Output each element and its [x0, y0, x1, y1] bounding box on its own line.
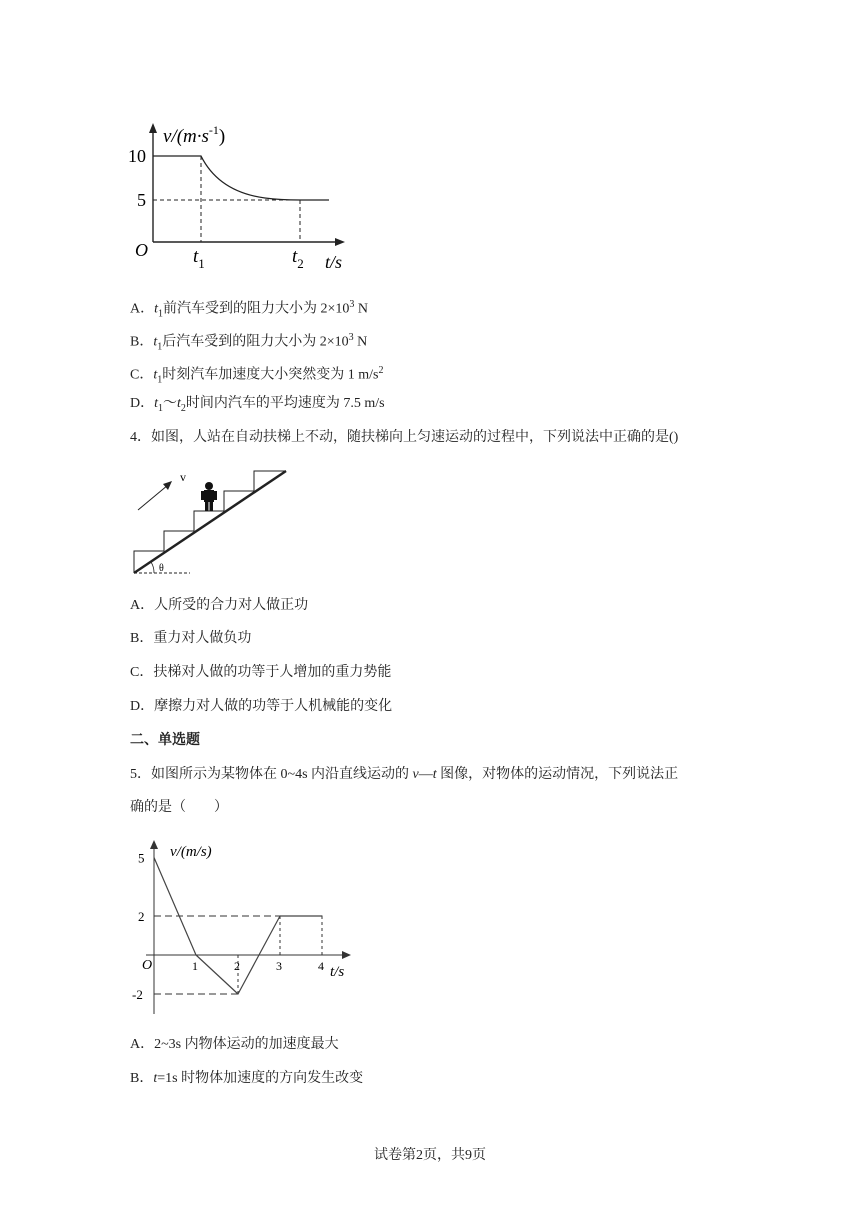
option-letter: A．	[130, 301, 155, 317]
series-segment	[196, 955, 238, 994]
stem-text: 5．如图所示为某物体在 0~4s 内沿直线运动的	[130, 767, 413, 782]
option-text: 前汽车受到的阻力大小为 2×10	[163, 301, 350, 317]
y-axis-arrow	[150, 840, 158, 849]
q3-option-d	[130, 395, 385, 418]
x-axis-label: t/s	[330, 964, 345, 980]
y-axis-label: v/(m/s)	[170, 844, 212, 860]
person-icon	[201, 482, 217, 511]
q5-option-b	[130, 1070, 363, 1088]
vt-graph-car	[125, 120, 355, 280]
sub: 1	[157, 341, 163, 353]
data-point	[321, 915, 322, 916]
y-tick-label: -2	[132, 987, 143, 1002]
option-letter: B．	[130, 334, 154, 350]
x-axis-arrow	[342, 951, 351, 959]
var-t: t	[153, 334, 158, 350]
var-t: t	[153, 367, 158, 383]
separator: ～	[163, 396, 178, 411]
sup: 3	[348, 332, 354, 343]
data-point	[195, 954, 196, 955]
q3-option-c	[130, 362, 383, 389]
option-text: 后汽车受到的阻力大小为 2×10	[162, 334, 349, 350]
q5-stem-line2: 确的是（ ）	[130, 800, 228, 815]
vt-graph-object	[130, 836, 360, 1021]
q3-option-b	[130, 329, 367, 356]
q5-stem-line1	[130, 766, 678, 784]
q5-option-a: A．2~3s 内物体运动的加速度最大	[130, 1037, 339, 1052]
unit: N	[354, 301, 369, 317]
option-text: 时刻汽车加速度大小突然变为 1 m/s	[162, 367, 379, 383]
var-t: t	[153, 1071, 158, 1086]
q4-option-a: A．人所受的合力对人做正功	[130, 598, 309, 613]
velocity-arrow	[138, 485, 168, 510]
y-axis-arrow	[149, 123, 157, 133]
velocity-curve	[153, 156, 329, 200]
data-point	[237, 993, 238, 994]
velocity-label: v	[180, 470, 186, 484]
option-text: =1s 时物体加速度的方向发生改变	[157, 1071, 364, 1086]
var-t: t	[432, 767, 437, 782]
option-letter: B．	[130, 1071, 154, 1086]
data-point	[153, 857, 154, 858]
x-tick-label: 4	[318, 959, 324, 973]
sup: 3	[349, 299, 355, 310]
tick-label-t2: $t_2$	[292, 246, 304, 271]
sub: 2	[180, 402, 186, 414]
origin-label: O	[142, 958, 153, 973]
q3-option-a	[130, 296, 368, 323]
var-t: t	[154, 301, 159, 317]
x-tick-label: 3	[276, 959, 282, 973]
escalator-figure	[130, 463, 290, 578]
var-t: t	[154, 396, 159, 411]
sup: 2	[378, 365, 384, 376]
var-v: v	[412, 767, 419, 782]
x-axis-arrow	[335, 238, 345, 246]
sub: 1	[158, 402, 164, 414]
tick-label-5: 5	[137, 190, 146, 210]
sub: 1	[158, 308, 164, 320]
tick-label-t1: $t_1$	[193, 246, 205, 271]
option-text: 时间内汽车的平均速度为 7.5 m/s	[185, 396, 385, 411]
page-footer: 试卷第2页，共9页	[374, 1148, 486, 1163]
y-tick-label: 5	[138, 850, 145, 866]
unit: N	[353, 334, 368, 350]
q4-option-d: D．摩擦力对人做的功等于人机械能的变化	[130, 699, 393, 714]
dash: —	[418, 767, 433, 782]
option-letter: C．	[130, 367, 154, 383]
q4-option-b: B．重力对人做负功	[130, 631, 252, 646]
sub: 1	[157, 374, 163, 386]
x-axis-label: t/s	[325, 252, 343, 272]
y-axis-label: $v/(m\cdot s^{-1})$	[163, 123, 226, 147]
theta-label: θ	[159, 563, 164, 574]
var-t: t	[177, 396, 181, 411]
angle-arc	[151, 562, 154, 573]
q4-option-c: C．扶梯对人做的功等于人增加的重力势能	[130, 665, 392, 680]
x-tick-label: 1	[192, 959, 198, 973]
y-tick-label: 2	[138, 909, 145, 924]
tick-label-10: 10	[128, 146, 146, 166]
origin-label: O	[135, 240, 148, 260]
x-tick-label: 2	[234, 959, 240, 973]
series-segment	[154, 858, 196, 956]
data-point	[279, 915, 280, 916]
q4-stem: 4．如图，人站在自动扶梯上不动，随扶梯向上匀速运动的过程中，下列说法中正确的是()	[130, 430, 679, 445]
stem-text: 图像，对物体的运动情况，下列说法正	[436, 767, 679, 782]
option-letter: D．	[130, 396, 155, 411]
section-title: 二、单选题	[130, 733, 200, 748]
